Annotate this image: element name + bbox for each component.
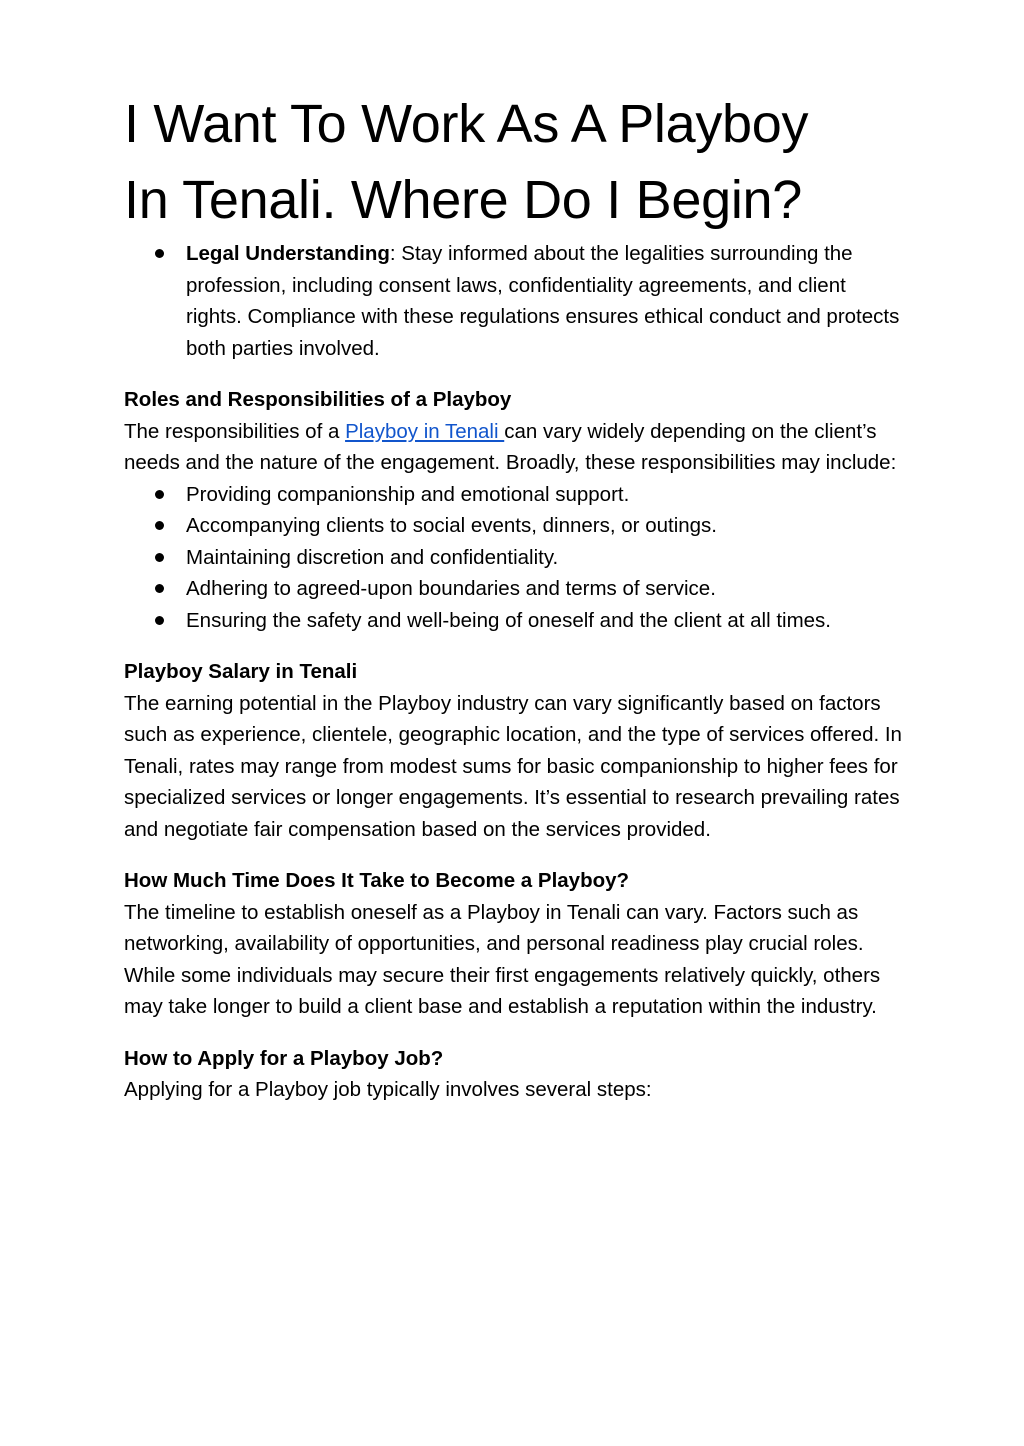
page-title	[124, 86, 904, 238]
title-line-1: I Want To Work As A Playboy	[124, 94, 809, 154]
list-item: Maintaining discretion and confidentiality.	[186, 542, 904, 574]
roles-paragraph	[124, 416, 904, 479]
roles-text-before: The responsibilities of a	[124, 419, 346, 443]
roles-heading: Roles and Responsibilities of a Playboy	[124, 388, 512, 411]
legal-term: Legal Understanding	[186, 242, 390, 265]
legal-text: : Stay informed about the legalities surrounding the profession, including consent laws, confidentiality agreements, and client rights. Compliance with these regulations ensures ethical conduct and protects both parties involved.	[186, 242, 900, 360]
time-heading: How Much Time Does It Take to Become a Playboy?	[124, 869, 630, 892]
list-item: Accompanying clients to social events, dinners, or outings.	[186, 510, 904, 542]
roles-text-after: can vary widely depending on the client’s needs and the nature of the engagement. Broadly, these responsibilities may include:	[124, 419, 897, 474]
salary-section	[124, 656, 904, 845]
apply-paragraph: Applying for a Playboy job typically involves several steps:	[124, 1078, 652, 1101]
playboy-in-tenali-link[interactable]: Playboy in Tenali	[345, 419, 505, 443]
responsibilities-list	[124, 479, 904, 637]
list-item: Providing companionship and emotional support.	[186, 479, 904, 511]
list-item: Ensuring the safety and well-being of oneself and the client at all times.	[186, 605, 904, 637]
apply-section	[124, 1043, 904, 1106]
salary-heading: Playboy Salary in Tenali	[124, 660, 358, 683]
list-item: Adhering to agreed-upon boundaries and terms of service.	[186, 573, 904, 605]
salary-paragraph: The earning potential in the Playboy industry can vary significantly based on factors such as experience, clientele, geographic location, and the type of services offered. In Tenali, rates may range from modest sums for basic companionship to higher fees for specialized services or longer engagements. It’s essential to research prevailing rates and negotiate fair compensation based on the services provided.	[124, 691, 902, 841]
title-line-2: In Tenali. Where Do I Begin?	[124, 170, 802, 230]
list-item	[186, 238, 904, 364]
roles-section	[124, 384, 904, 636]
legal-list	[124, 238, 904, 364]
time-paragraph: The timeline to establish oneself as a Playboy in Tenali can vary. Factors such as networking, availability of opportunities, and personal readiness play crucial roles. While some individuals may secure their first engagements relatively quickly, others may take longer to build a client base and establish a reputation within the industry.	[124, 900, 881, 1018]
time-section	[124, 865, 904, 1023]
apply-heading: How to Apply for a Playboy Job?	[124, 1046, 444, 1070]
